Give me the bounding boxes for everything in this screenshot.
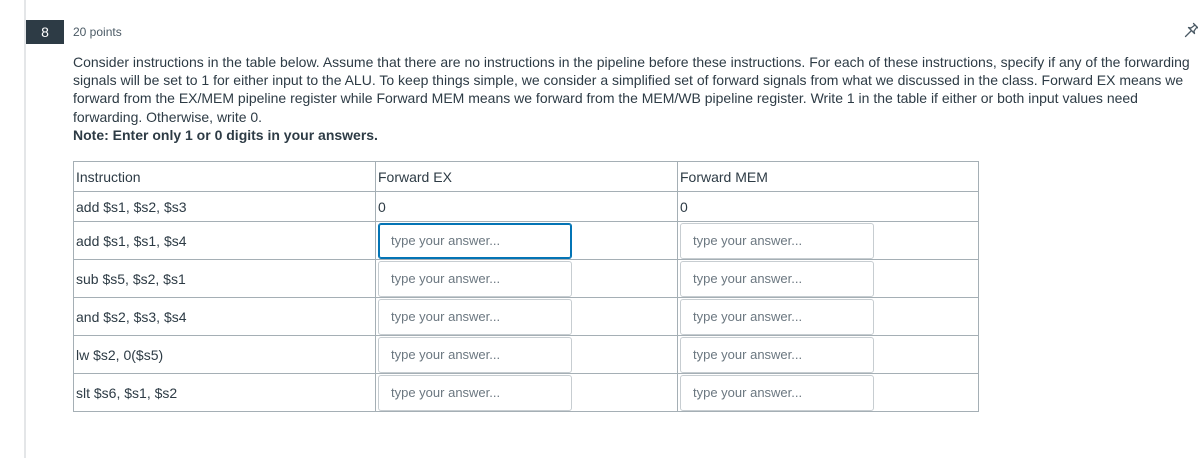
forward-ex-input[interactable] [378, 375, 572, 411]
forward-ex-cell [376, 260, 678, 298]
forward-ex-input[interactable] [378, 299, 572, 335]
instruction-cell: add $s1, $s2, $s3 [74, 192, 376, 222]
forward-mem-cell [678, 298, 979, 336]
instruction-cell: sub $s5, $s2, $s1 [74, 260, 376, 298]
forward-ex-cell [376, 374, 678, 412]
table-row [74, 260, 979, 298]
table-row [74, 298, 979, 336]
forward-ex-cell [376, 336, 678, 374]
question-number-badge: 8 [26, 20, 64, 44]
forward-mem-value: 0 [678, 192, 979, 222]
forward-mem-cell [678, 222, 979, 260]
forward-ex-input[interactable] [378, 261, 572, 297]
question-points: 20 points [73, 25, 122, 39]
instruction-cell: and $s2, $s3, $s4 [74, 298, 376, 336]
forward-mem-cell [678, 374, 979, 412]
question-note: Note: Enter only 1 or 0 digits in your answers. [73, 126, 378, 143]
forward-mem-input[interactable] [680, 375, 874, 411]
forward-ex-cell [376, 222, 678, 260]
forward-mem-cell [678, 336, 979, 374]
forward-mem-input[interactable] [680, 299, 874, 335]
table-row [74, 222, 979, 260]
question-text [73, 53, 1193, 144]
table-row [74, 192, 979, 222]
header-forward-mem: Forward MEM [678, 162, 979, 192]
forward-ex-input[interactable] [378, 337, 572, 373]
left-border [24, 0, 26, 458]
forward-mem-cell [678, 260, 979, 298]
question-body: Consider instructions in the table below. Assume that there are no instructions in the pipeline before these instructions. For each of these instructions, specify if any of the forwarding signals will be set to 1 for either input to the ALU. To keep things simple, we consider a simplified set of forward signals from what we discussed in the class. Forward EX means we forward from the EX/MEM pipeline register while Forward MEM means we forward from the MEM/WB pipeline register. Write 1 in the table if either or both input values need forwarding. Otherwise, write 0. [73, 54, 1190, 125]
answer-table [73, 161, 979, 412]
instruction-cell: add $s1, $s1, $s4 [74, 222, 376, 260]
header-forward-ex: Forward EX [376, 162, 678, 192]
forward-ex-cell [376, 298, 678, 336]
table-row [74, 336, 979, 374]
forward-mem-input[interactable] [680, 223, 874, 259]
forward-ex-value: 0 [376, 192, 678, 222]
instruction-cell: slt $s6, $s1, $s2 [74, 374, 376, 412]
forward-ex-input[interactable] [378, 223, 572, 259]
table-row [74, 374, 979, 412]
instruction-cell: lw $s2, 0($s5) [74, 336, 376, 374]
forward-mem-input[interactable] [680, 337, 874, 373]
table-header-row [74, 162, 979, 192]
forward-mem-input[interactable] [680, 261, 874, 297]
header-instruction: Instruction [74, 162, 376, 192]
pin-icon[interactable] [1184, 22, 1198, 38]
